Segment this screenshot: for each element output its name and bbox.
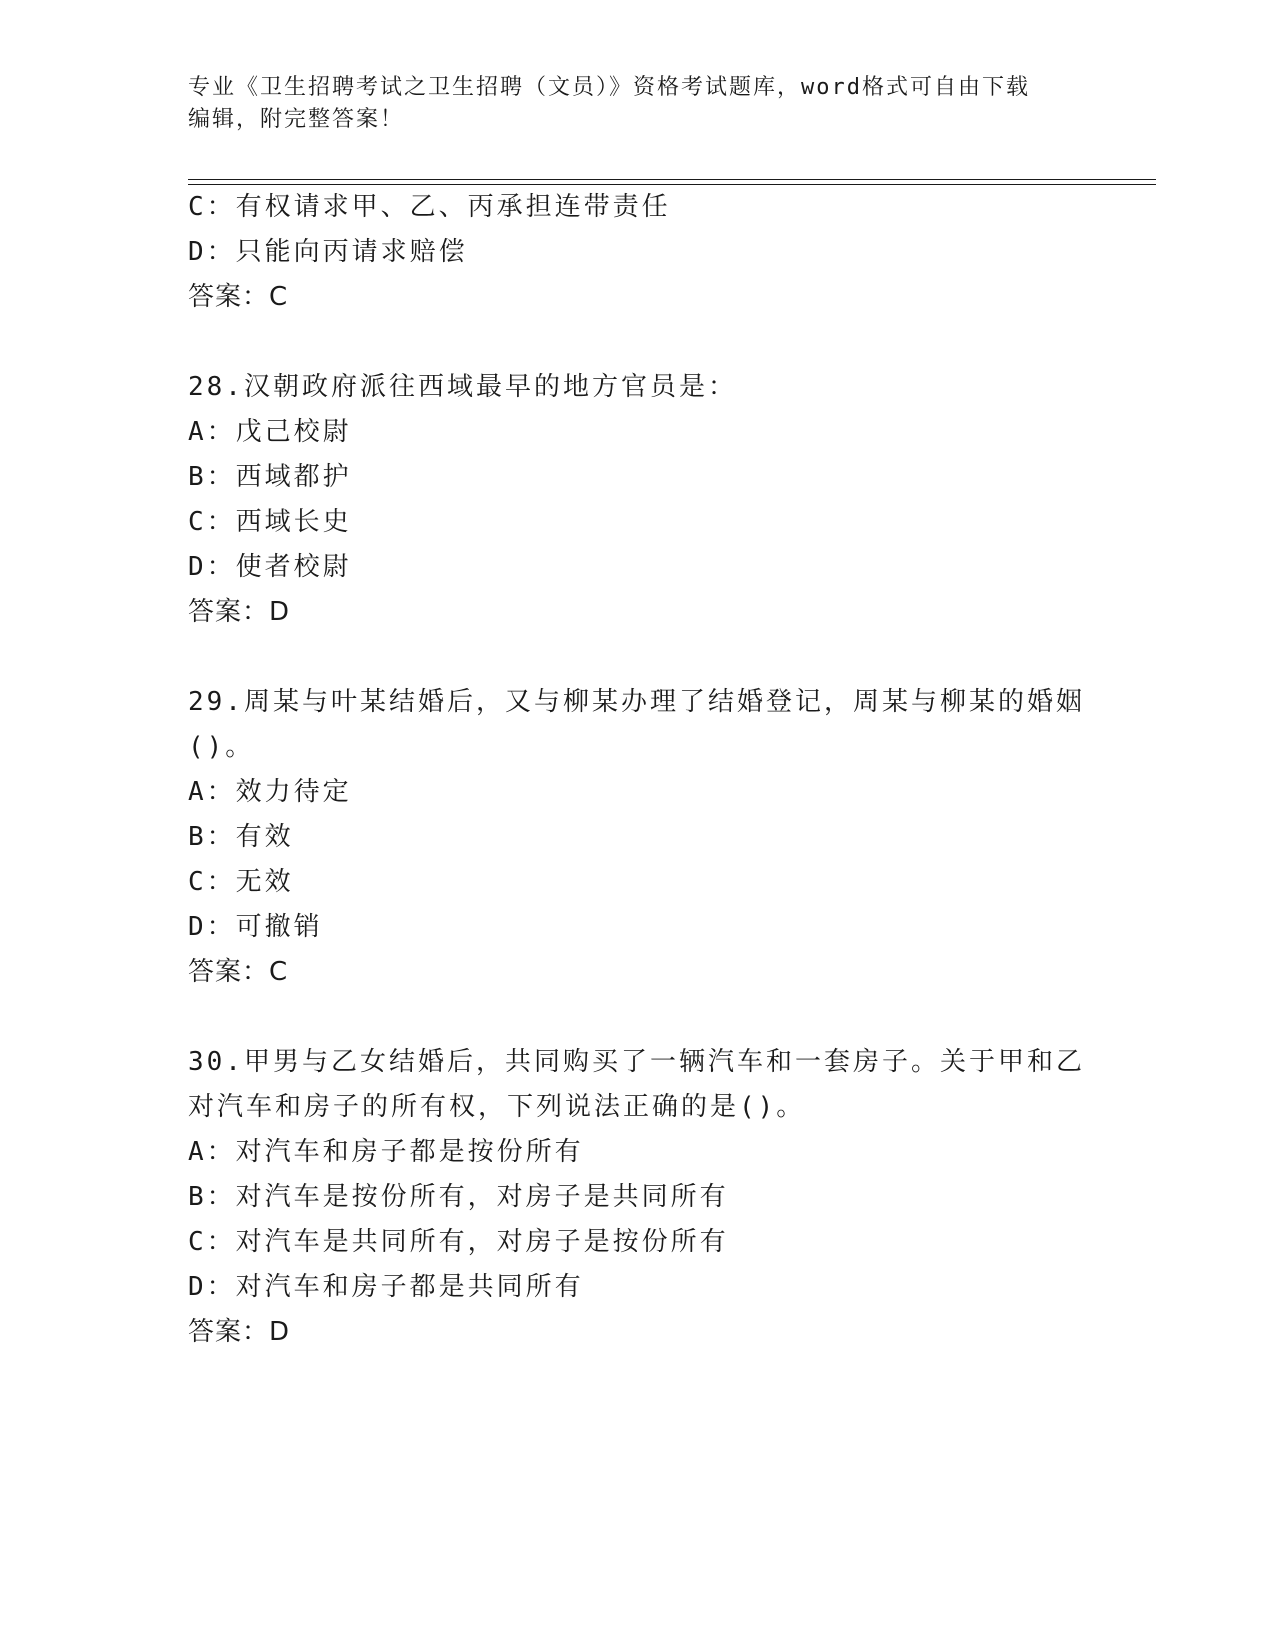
prev-option-d: D：只能向丙请求赔偿 bbox=[188, 237, 468, 267]
header-line-2: 编辑，附完整答案！ bbox=[188, 107, 405, 132]
header-divider-bottom bbox=[188, 184, 1156, 185]
question-30-option-d: D：对汽车和房子都是共同所有 bbox=[188, 1272, 584, 1302]
question-30-stem-line-2: 对汽车和房子的所有权，下列说法正确的是()。 bbox=[188, 1092, 806, 1122]
prev-option-c: C：有权请求甲、乙、丙承担连带责任 bbox=[188, 192, 671, 222]
question-28-option-c: C：西域长史 bbox=[188, 507, 352, 537]
header-divider-top bbox=[188, 179, 1156, 180]
question-29-option-c: C：无效 bbox=[188, 867, 294, 897]
question-28-option-a: A：戊己校尉 bbox=[188, 417, 352, 447]
question-29-stem-line-2: ()。 bbox=[188, 732, 255, 762]
question-29-stem-line-1: 29.周某与叶某结婚后，又与柳某办理了结婚登记，周某与柳某的婚姻 bbox=[188, 687, 1085, 717]
question-30-option-c: C：对汽车是共同所有，对房子是按份所有 bbox=[188, 1227, 729, 1257]
question-29-option-b: B：有效 bbox=[188, 822, 294, 852]
question-28-answer: 答案：D bbox=[188, 597, 291, 627]
question-29-option-d: D：可撤销 bbox=[188, 912, 323, 942]
document-header bbox=[188, 72, 1088, 136]
prev-answer: 答案：C bbox=[188, 282, 289, 312]
question-30-option-b: B：对汽车是按份所有，对房子是共同所有 bbox=[188, 1182, 729, 1212]
question-30-answer: 答案：D bbox=[188, 1317, 291, 1347]
question-28-stem: 28.汉朝政府派往西域最早的地方官员是： bbox=[188, 372, 737, 402]
question-30-stem-line-1: 30.甲男与乙女结婚后，共同购买了一辆汽车和一套房子。关于甲和乙 bbox=[188, 1047, 1085, 1077]
header-line-1: 专业《卫生招聘考试之卫生招聘（文员）》资格考试题库，word格式可自由下载 bbox=[188, 75, 1030, 100]
question-28-option-b: B：西域都护 bbox=[188, 462, 352, 492]
question-28-option-d: D：使者校尉 bbox=[188, 552, 352, 582]
question-29-answer: 答案：C bbox=[188, 957, 289, 987]
question-29-option-a: A：效力待定 bbox=[188, 777, 352, 807]
question-30-option-a: A：对汽车和房子都是按份所有 bbox=[188, 1137, 584, 1167]
